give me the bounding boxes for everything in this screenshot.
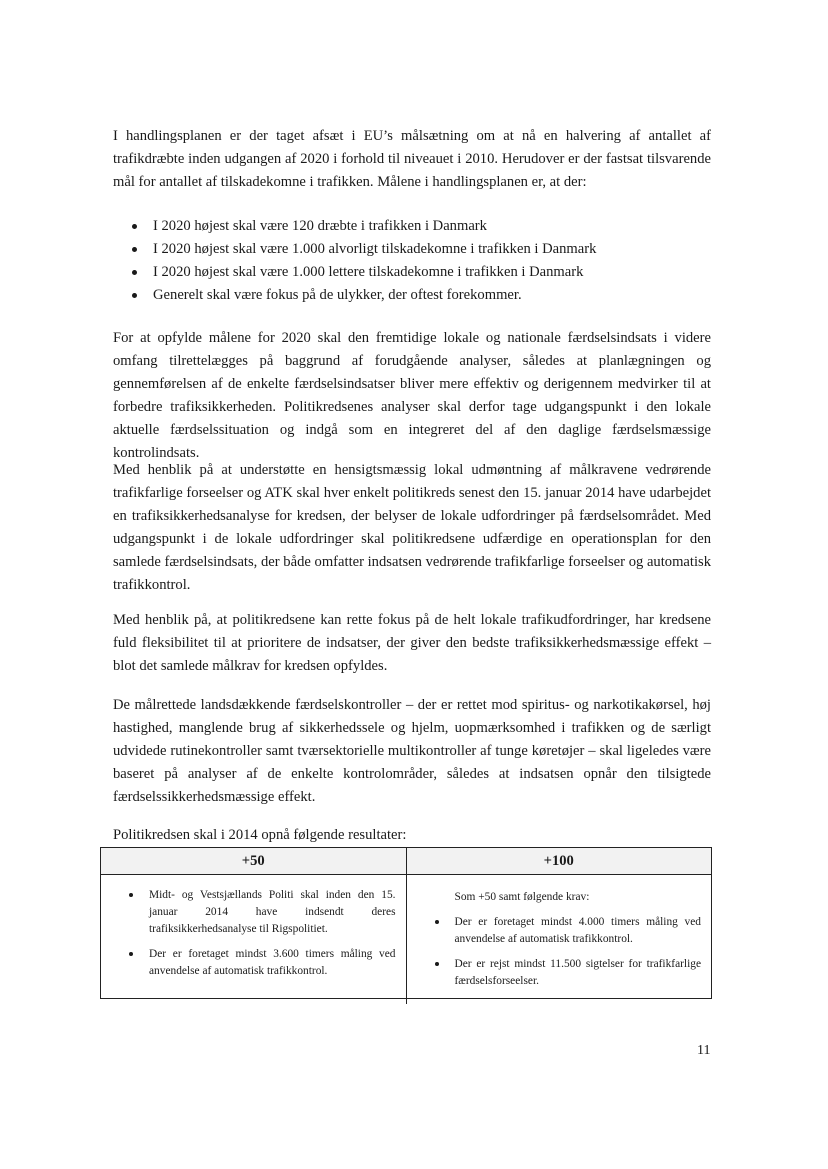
- col-header-plus100: +100: [406, 848, 712, 874]
- col-header-plus50: +50: [101, 848, 406, 874]
- paragraph-2: For at opfylde målene for 2020 skal den fremtidige lokale og nationale færdselsindsats i videre omfang tilrettelægges på baggrund af forudgående analyser, således at planlægningen og gennemførelsen af de enkelte færdselsindsatser bliver mere effektiv og derigennem medvirker til at forbedre trafiksikkerheden. Politikredsenes analyser skal derfor tage udgangspunkt i den lokale aktuelle færdselssituation og indgå som en integreret del af den daglige færdselsmæssige kontrolindsats.: [113, 330, 711, 461]
- cell-plus50: [101, 875, 406, 1004]
- plus50-list: [111, 887, 396, 980]
- table-caption: Politikredsen skal i 2014 opnå følgende resultater:: [113, 827, 407, 843]
- page-number: 11: [697, 1043, 711, 1058]
- goals-list: [113, 215, 711, 307]
- plus100-list: [417, 914, 702, 990]
- table-header-row: [101, 848, 711, 875]
- cell-plus100: [406, 875, 712, 1004]
- paragraph-4: Med henblik på, at politikredsene kan rette fokus på de helt lokale trafikudfordringer, har kredsene fuld fleksibilitet til at prioritere de indsatser, der giver den bedste trafiksikkerhedsmæssige effekt – blot det samlede målkrav for kredsen opfyldes.: [113, 612, 711, 674]
- paragraph-5: De målrettede landsdækkende færdselskontroller – der er rettet mod spiritus- og narkotikakørsel, høj hastighed, manglende brug af sikkerhedssele og hjelm, uopmærksomhed i trafikken og de særligt udvidede rutinekontroller samt tværsektorielle multikontroller af tunge køretøjer – skal ligeledes være baseret på analyser af de enkelte kontrolområder, således at indsatsen opnår den tilsigtede færdselssikkerhedsmæssige effekt.: [113, 697, 711, 805]
- list-item: Generelt skal være fokus på de ulykker, der oftest forekommer.: [113, 284, 711, 307]
- intro-paragraph: I handlingsplanen er der taget afsæt i EU’s målsætning om at nå en halvering af antallet af trafikdræbte inden udgangen af 2020 i forhold til niveauet i 2010. Herudover er der fastsat tilsvarende mål for antallet af tilskadekomne i trafikken. Målene i handlingsplanen er, at der:: [113, 128, 711, 190]
- paragraph-3: Med henblik på at understøtte en hensigtsmæssig lokal udmøntning af målkravene vedrørende trafikfarlige forseelser og ATK skal hver enkelt politikreds senest den 15. januar 2014 have udarbejdet en trafiksikkerhedsanalyse for kredsen, der belyser de lokale udfordringer på færdselsområdet. Med udgangspunkt i de lokale udfordringer skal politikredsene udfærdige en operationsplan for den samlede færdselsindsats, der både omfatter indsatsen vedrørende trafikfarlige forseelser og automatisk trafikkontrol.: [113, 462, 711, 593]
- list-item: I 2020 højest skal være 120 dræbte i trafikken i Danmark: [113, 215, 711, 238]
- table-body-row: [101, 875, 711, 1004]
- list-item: Der er foretaget mindst 3.600 timers måling ved anvendelse af automatisk trafikkontrol.: [111, 946, 396, 980]
- list-item: I 2020 højest skal være 1.000 lettere tilskadekomne i trafikken i Danmark: [113, 261, 711, 284]
- results-table: [100, 847, 712, 999]
- plus100-intro: Som +50 samt følgende krav:: [454, 891, 590, 903]
- list-item: Der er foretaget mindst 4.000 timers måling ved anvendelse af automatisk trafikkontrol.: [417, 914, 702, 948]
- list-item: Midt- og Vestsjællands Politi skal inden den 15. januar 2014 have indsendt deres trafiksikkerhedsanalyse til Rigspolitiet.: [111, 887, 396, 938]
- list-item: I 2020 højest skal være 1.000 alvorligt tilskadekomne i trafikken i Danmark: [113, 238, 711, 261]
- list-item: Der er rejst mindst 11.500 sigtelser for trafikfarlige færdselsforseelser.: [417, 956, 702, 990]
